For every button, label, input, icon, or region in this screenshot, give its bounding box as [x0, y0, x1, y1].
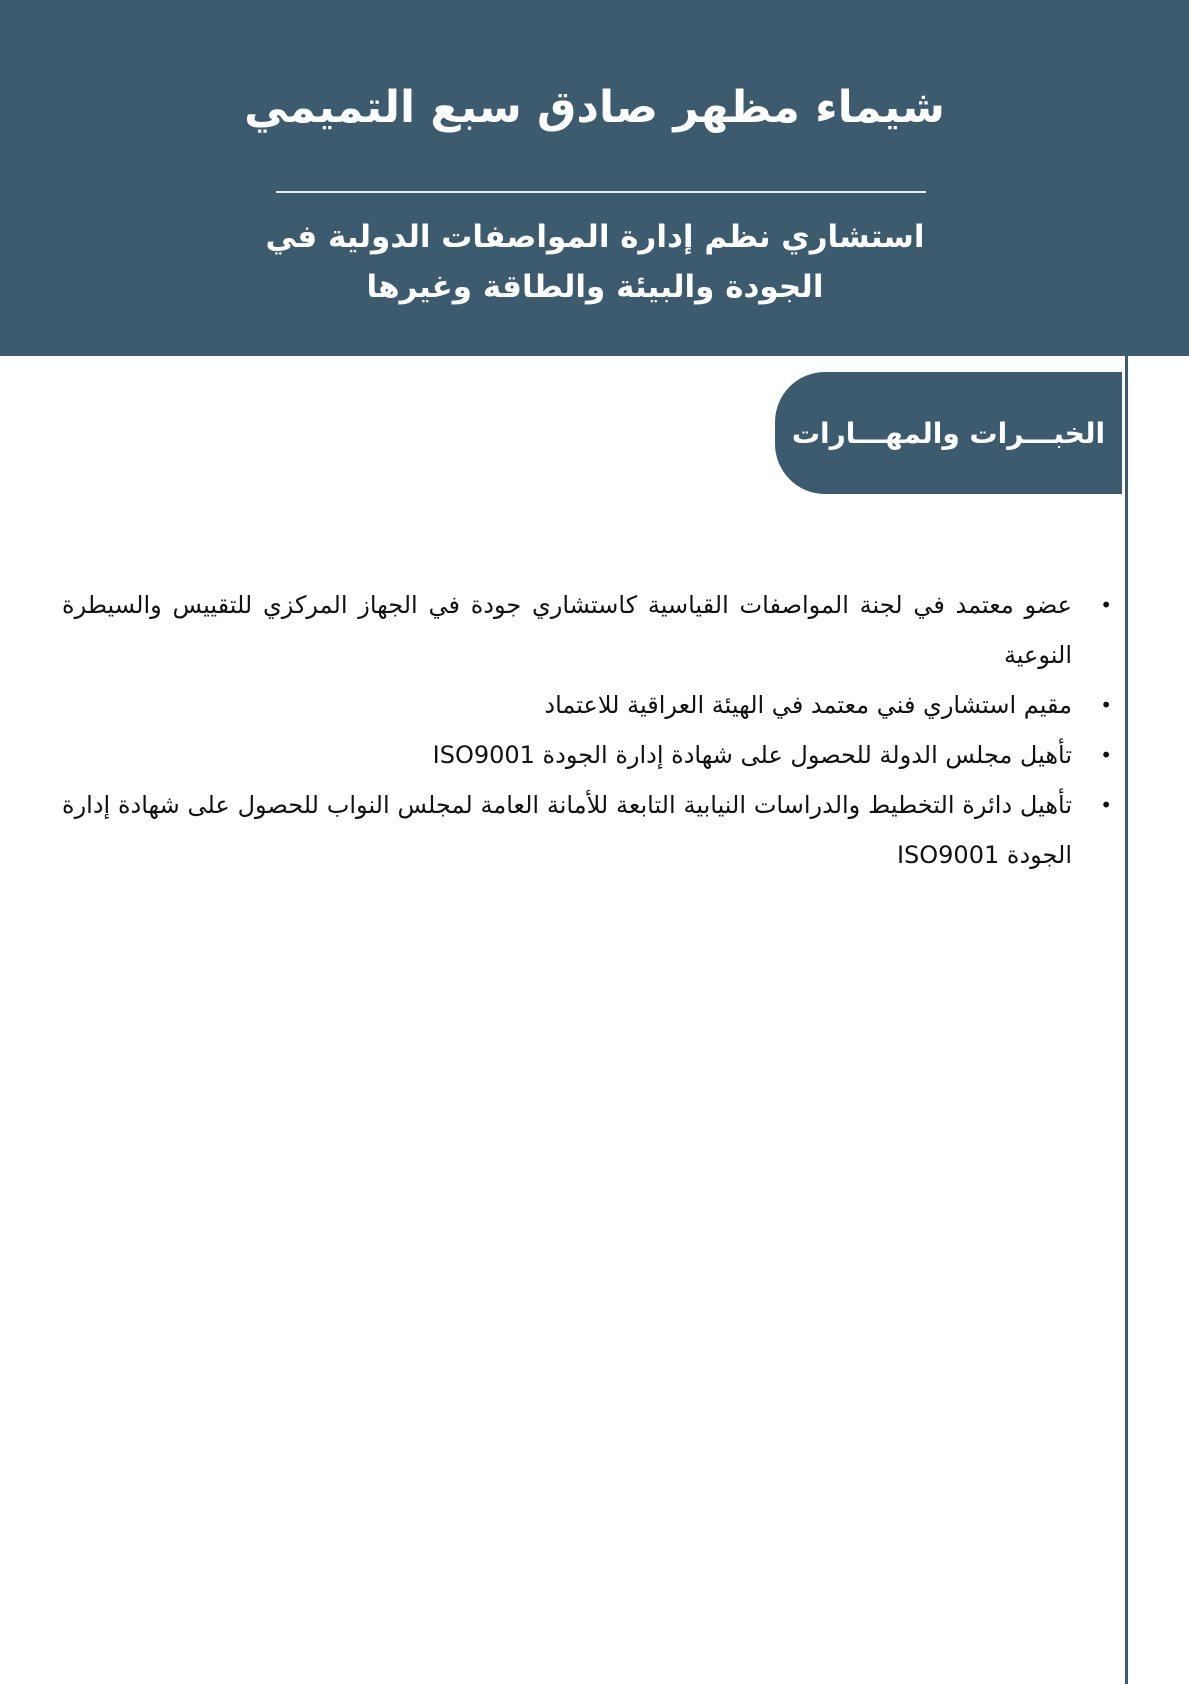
header-banner	[0, 0, 1189, 356]
section-header-experience	[775, 372, 1122, 494]
job-title-line-2: الجودة والبيئة والطاقة وغيرها	[366, 269, 824, 305]
list-item-text: تأهيل دائرة التخطيط والدراسات النيابية التابعة للأمانة العامة لمجلس النواب للحصول على شهادة إدارة الجودة ISO9001	[62, 791, 1072, 869]
job-title	[250, 212, 940, 312]
bullet-icon: •	[1100, 593, 1112, 617]
header-divider	[276, 191, 926, 193]
job-title-line-1: استشاري نظم إدارة المواصفات الدولية في	[265, 219, 925, 255]
side-vertical-rule	[1125, 356, 1128, 1684]
list-item	[62, 680, 1112, 730]
experience-list	[62, 580, 1112, 880]
section-title: الخبـــرات والمهـــارات	[791, 416, 1106, 450]
list-item	[62, 730, 1112, 780]
list-item-text: مقيم استشاري فني معتمد في الهيئة العراقية للاعتماد	[544, 691, 1072, 719]
list-item	[62, 780, 1112, 880]
bullet-icon: •	[1100, 793, 1112, 817]
person-name: شيماء مظهر صادق سبع التميمي	[244, 82, 945, 133]
list-item	[62, 580, 1112, 680]
list-item-text: تأهيل مجلس الدولة للحصول على شهادة إدارة الجودة ISO9001	[432, 741, 1072, 769]
bullet-icon: •	[1100, 743, 1112, 767]
list-item-text: عضو معتمد في لجنة المواصفات القياسية كاستشاري جودة في الجهاز المركزي للتقييس والسيطرة النوعية	[62, 591, 1072, 669]
bullet-icon: •	[1100, 693, 1112, 717]
